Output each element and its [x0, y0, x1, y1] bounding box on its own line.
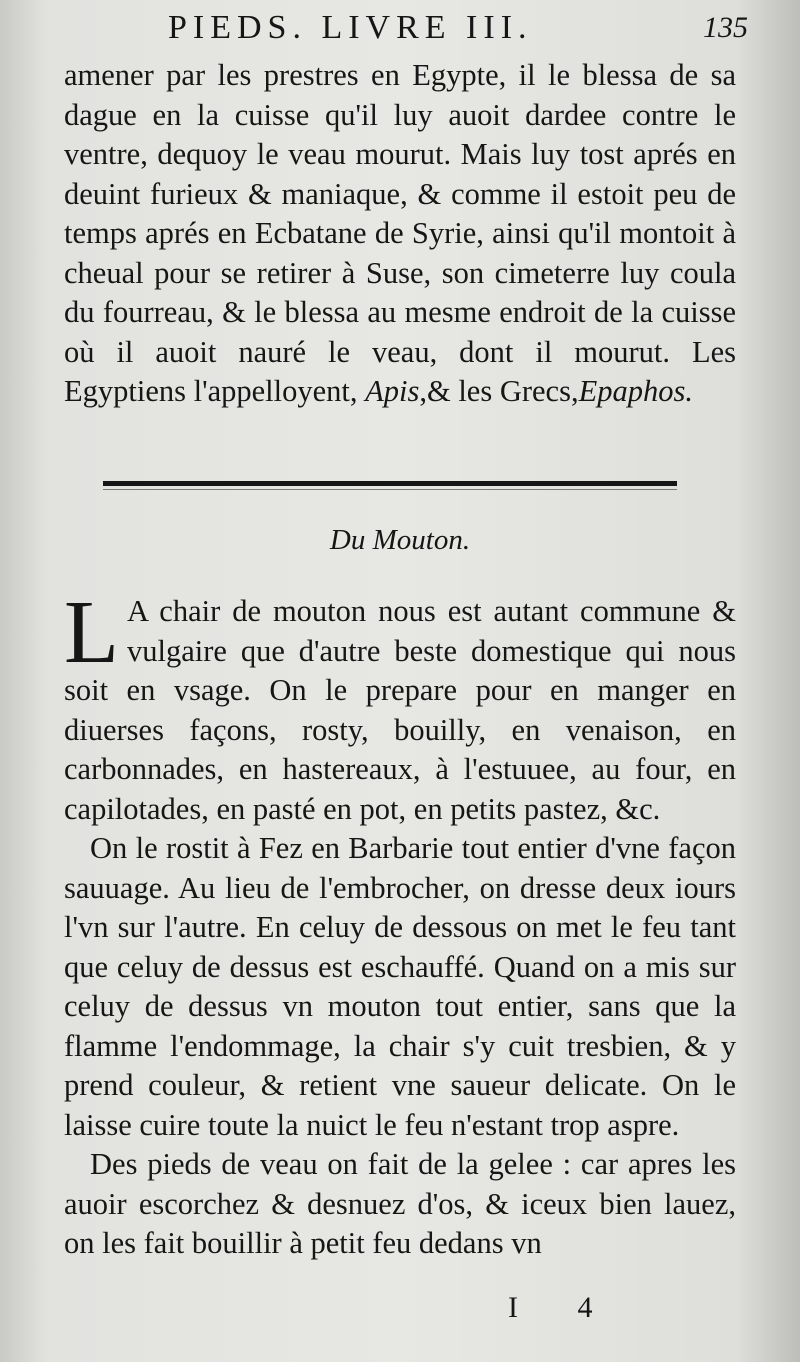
signature-mark: I 4	[508, 1291, 619, 1324]
paragraph-text: amener par les prestres en Egypte, il le blessa de sa dague en la cuisse qu'il luy auoit dardee contre le ventre, dequoy le veau mourut. Mais luy tost aprés en deuint furieux & maniaque, & comme il estoit peu de temps aprés en Ecbatane de Syrie, ainsi qu'il montoit à cheual pour se retirer à Suse, son cimeterre luy coula du fourreau, & le blessa au mesme endroit de la cuisse où il auoit nauré le veau, dont il mourut. Les Egyptiens l'appelloyent,	[64, 58, 736, 408]
paragraph	[64, 583, 736, 829]
paragraph: Des pieds de veau on fait de la gelee : car apres les auoir escorchez & desnuez d'os, & iceux bien lauez, on les fait bouillir à petit feu dedans vn	[64, 1147, 736, 1260]
paragraph-text: ,& les Grecs,	[419, 374, 579, 408]
section-divider-rule	[103, 481, 677, 486]
italic-name-epaphos: Epaphos.	[578, 374, 693, 408]
running-head: PIEDS. LIVRE III.	[168, 9, 533, 46]
paragraph-text: A chair de mouton nous est autant commune & vulgaire que d'autre beste domestique qui nous soit en vsage. On le prepare pour en manger en diuerses façons, rosty, bouilly, en venaison, en carbonnades, en hastereaux, à l'estuuee, au four, en capilotades, en pasté en pot, en petits pastez, &c.	[64, 594, 736, 826]
page-number: 135	[703, 11, 748, 44]
paragraph	[64, 56, 736, 412]
page-header	[168, 6, 748, 50]
mutton-section-body	[64, 583, 736, 1264]
drop-cap: L	[64, 583, 119, 682]
paragraph: On le rostit à Fez en Barbarie tout entier d'vne façon sauuage. Au lieu de l'embrocher, on dresse deux iours l'vn sur l'autre. En celuy de dessous on met le feu tant que celuy de dessus est eschauffé. Quand on a mis sur celuy de dessus vn mouton tout entier, sans que la flamme l'endommage, la chair s'y cuit tresbien, & y prend couleur, & retient vne saueur delicate. On le laisse cuire toute la nuict le feu n'estant trop aspre.	[64, 831, 736, 1142]
italic-name-apis: Apis	[365, 374, 420, 408]
section-title: Du Mouton.	[329, 524, 471, 556]
continued-paragraph	[64, 56, 736, 412]
